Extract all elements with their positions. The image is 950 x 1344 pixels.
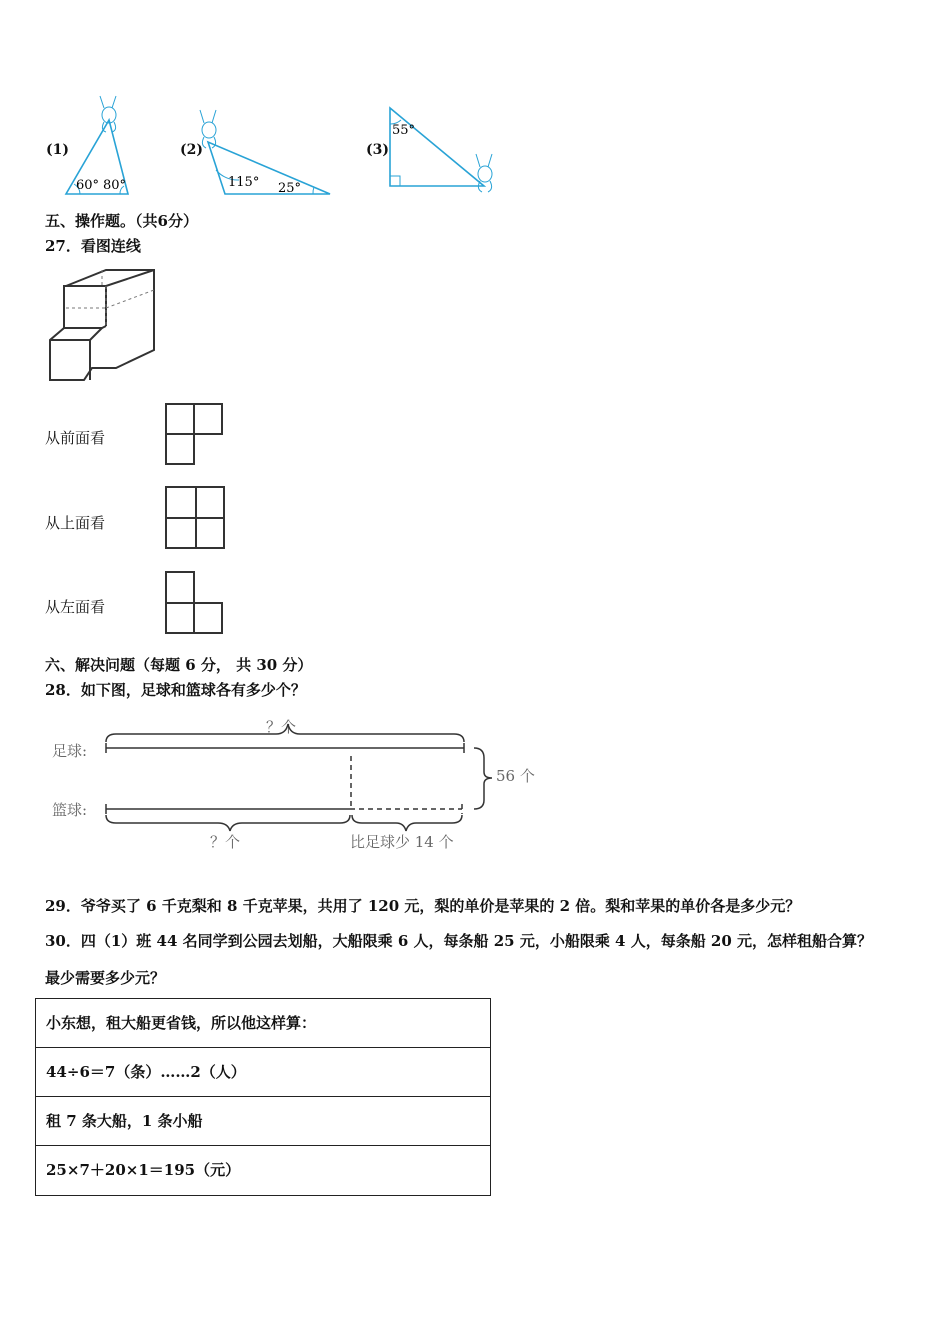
question-28-diagram [40, 712, 560, 862]
view-front-shape [164, 402, 226, 468]
bottom-brace-left [106, 815, 350, 831]
basketball-label: 篮球: [52, 801, 88, 819]
solution-row-4: 25×7＋20×1＝195（元） [46, 1161, 241, 1179]
top-question: ？个 [266, 718, 297, 736]
triangle-2-label: (2) [180, 142, 203, 158]
triangles-figure [0, 90, 520, 200]
triangle-3 [390, 108, 492, 192]
right-brace [474, 748, 492, 809]
view-front-label: 从前面看 [45, 429, 106, 447]
basketball-missing [350, 804, 462, 814]
football-bar [106, 743, 464, 753]
question-30-line-1: 30．四（1）班 44 名同学到公园去划船，大船限乘 6 人，每条船 25 元，小船限乘 4 人，每条船 20 元，怎样租船合算？ [45, 932, 873, 950]
solution-row-3: 租 7 条大船，1 条小船 [36, 1097, 490, 1146]
triangle-1-angle-b: 80° [103, 178, 127, 193]
triangle-2-angle-a: 115° [228, 175, 260, 190]
question-30-line-2: 最少需要多少元？ [45, 969, 166, 987]
bottom-brace-right [352, 815, 462, 831]
view-left-label: 从左面看 [45, 598, 106, 616]
question-27-title: 27．看图连线 [45, 237, 141, 255]
view-left-shape [164, 570, 226, 636]
rabbit-icon [100, 96, 116, 132]
triangle-1 [66, 96, 128, 194]
triangle-2 [200, 110, 330, 196]
block-3d-figure [44, 268, 164, 388]
football-label: 足球: [52, 742, 88, 760]
section-5-title: 五、操作题。（共6分） [45, 212, 198, 230]
triangle-3-angle-a: 55° [392, 123, 416, 138]
total-label: 56 个 [496, 767, 535, 785]
triangle-2-angle-b: 25° [278, 181, 302, 196]
question-28-title: 28．如下图，足球和篮球各有多少个？ [45, 681, 306, 699]
q30-solution-box [35, 998, 491, 1196]
triangle-3-label: (3) [366, 142, 389, 158]
triangle-1-angle-a: 60° [76, 178, 100, 193]
bottom-question: ？个 [210, 833, 241, 851]
triangle-1-label: (1) [46, 142, 69, 158]
view-top-shape [164, 485, 228, 551]
difference-label: 比足球少 14 个 [350, 833, 454, 851]
section-6-title: 六、解决问题（每题 6 分， 共 30 分） [45, 656, 313, 674]
solution-row-1: 小东想，租大船更省钱，所以他这样算： [36, 999, 490, 1048]
question-29: 29．爷爷买了 6 千克梨和 8 千克苹果，共用了 120 元，梨的单价是苹果的 2 倍。梨和苹果的单价各是多少元？ [45, 897, 801, 915]
solution-row-2: 44÷6＝7（条）……2（人） [36, 1048, 490, 1097]
view-top-label: 从上面看 [45, 514, 106, 532]
basketball-bar [106, 804, 350, 814]
